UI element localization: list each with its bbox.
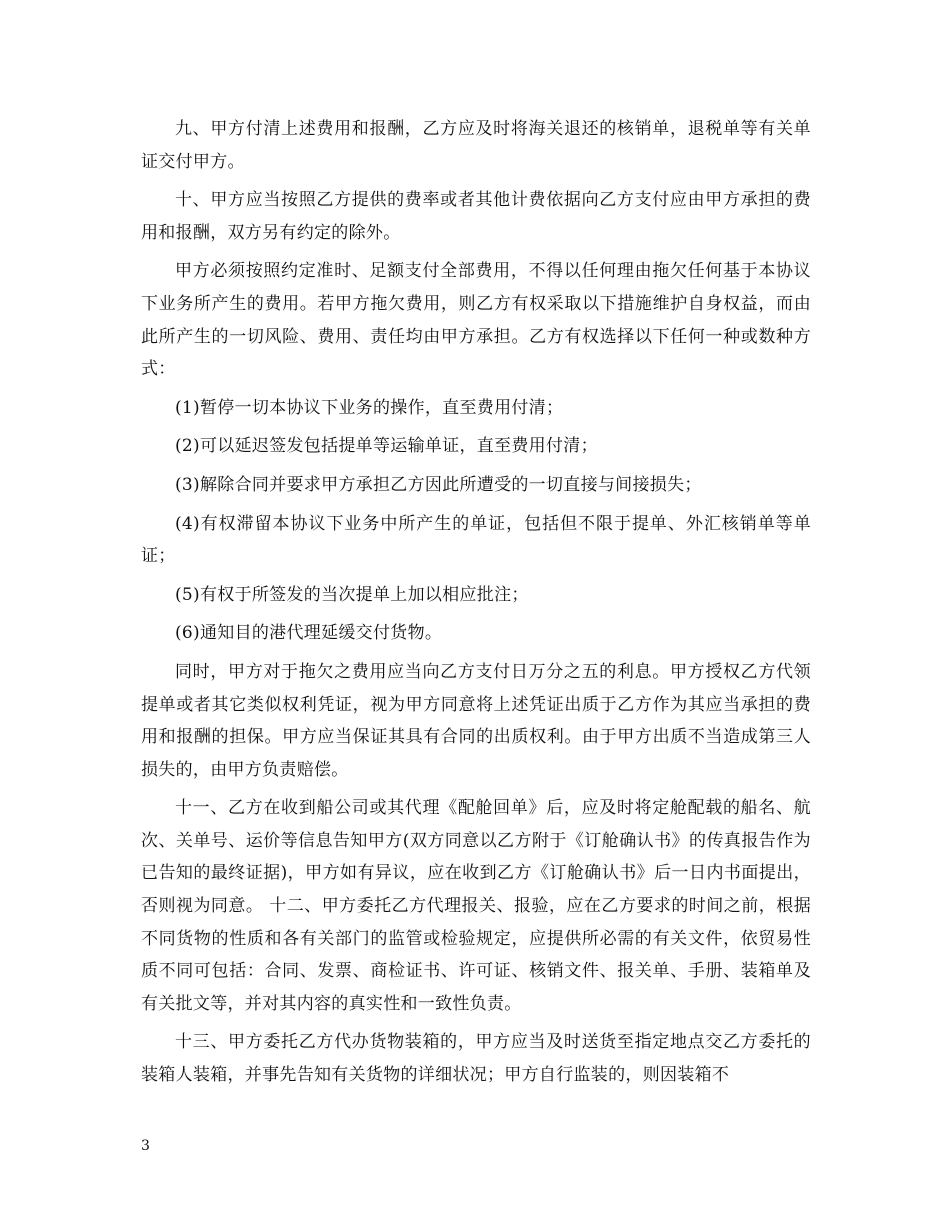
clause-13-paragraph: 十三、甲方委托乙方代办货物装箱的，甲方应当及时送货至指定地点交乙方委托的装箱人装箱，并事先告知有关货物的详细状况；甲方自行监装的，则因装箱不 — [141, 1032, 811, 1086]
remedy-item-3: (3)解除合同并要求甲方承担乙方因此所遭受的一切直接与间接损失； — [175, 474, 702, 495]
remedy-item-6: (6)通知目的港代理延缓交付货物。 — [175, 623, 443, 644]
interest-pledge-paragraph: 同时，甲方对于拖欠之费用应当向乙方支付日万分之五的利息。甲方授权乙方代领提单或者其它类似权利凭证，视为甲方同意将上述凭证出质于乙方作为其应当承担的费用和报酬的担保。甲方应当保证其具有合同的出质权利。由于甲方出质不当造成第三人损失的，由甲方负责赔偿。 — [141, 661, 811, 780]
remedy-item-2: (2)可以延迟签发包括提单等运输单证，直至费用付清； — [175, 436, 598, 457]
document-body — [141, 113, 811, 1098]
clause-9-paragraph: 九、甲方付清上述费用和报酬，乙方应及时将海关退还的核销单，退税单等有关单证交付甲方。 — [141, 119, 811, 172]
remedy-item-4: (4)有权滞留本协议下业务中所产生的单证，包括但不限于提单、外汇核销单等单证； — [141, 513, 811, 567]
remedy-item-1: (1)暂停一切本协议下业务的操作，直至费用付清； — [175, 397, 564, 418]
payment-obligation-paragraph: 甲方必须按照约定准时、足额支付全部费用，不得以任何理由拖欠任何基于本协议下业务所产生的费用。若甲方拖欠费用，则乙方有权采取以下措施维护自身权益，而由此所产生的一切风险、费用、责任均由甲方承担。乙方有权选择以下任何一种或数种方式： — [141, 261, 811, 380]
page-number: 3 — [141, 1138, 150, 1154]
clause-11-12-paragraph: 十一、乙方在收到船公司或其代理《配舱回单》后，应及时将定舱配载的船名、航次、关单号、运价等信息告知甲方(双方同意以乙方附于《订舱确认书》的传真报告作为已告知的最终证据)，甲方如有异议，应在收到乙方《订舱确认书》后一日内书面提出，否则视为同意。 十二、甲方委托乙方代理报关、报验，应在乙方要求的时间之前，根据不同货物的性质和各有关部门的监管或检验规定，应提供所必需的有关文件，依贸易性质不同可包括：合同、发票、商检证书、许可证、核销文件、报关单、手册、装箱单及有关批文等，并对其内容的真实性和一致性负责。 — [141, 798, 811, 1014]
remedy-item-5: (5)有权于所签发的当次提单上加以相应批注； — [175, 584, 529, 605]
clause-10-paragraph: 十、甲方应当按照乙方提供的费率或者其他计费依据向乙方支付应由甲方承担的费用和报酬，双方另有约定的除外。 — [141, 190, 811, 243]
